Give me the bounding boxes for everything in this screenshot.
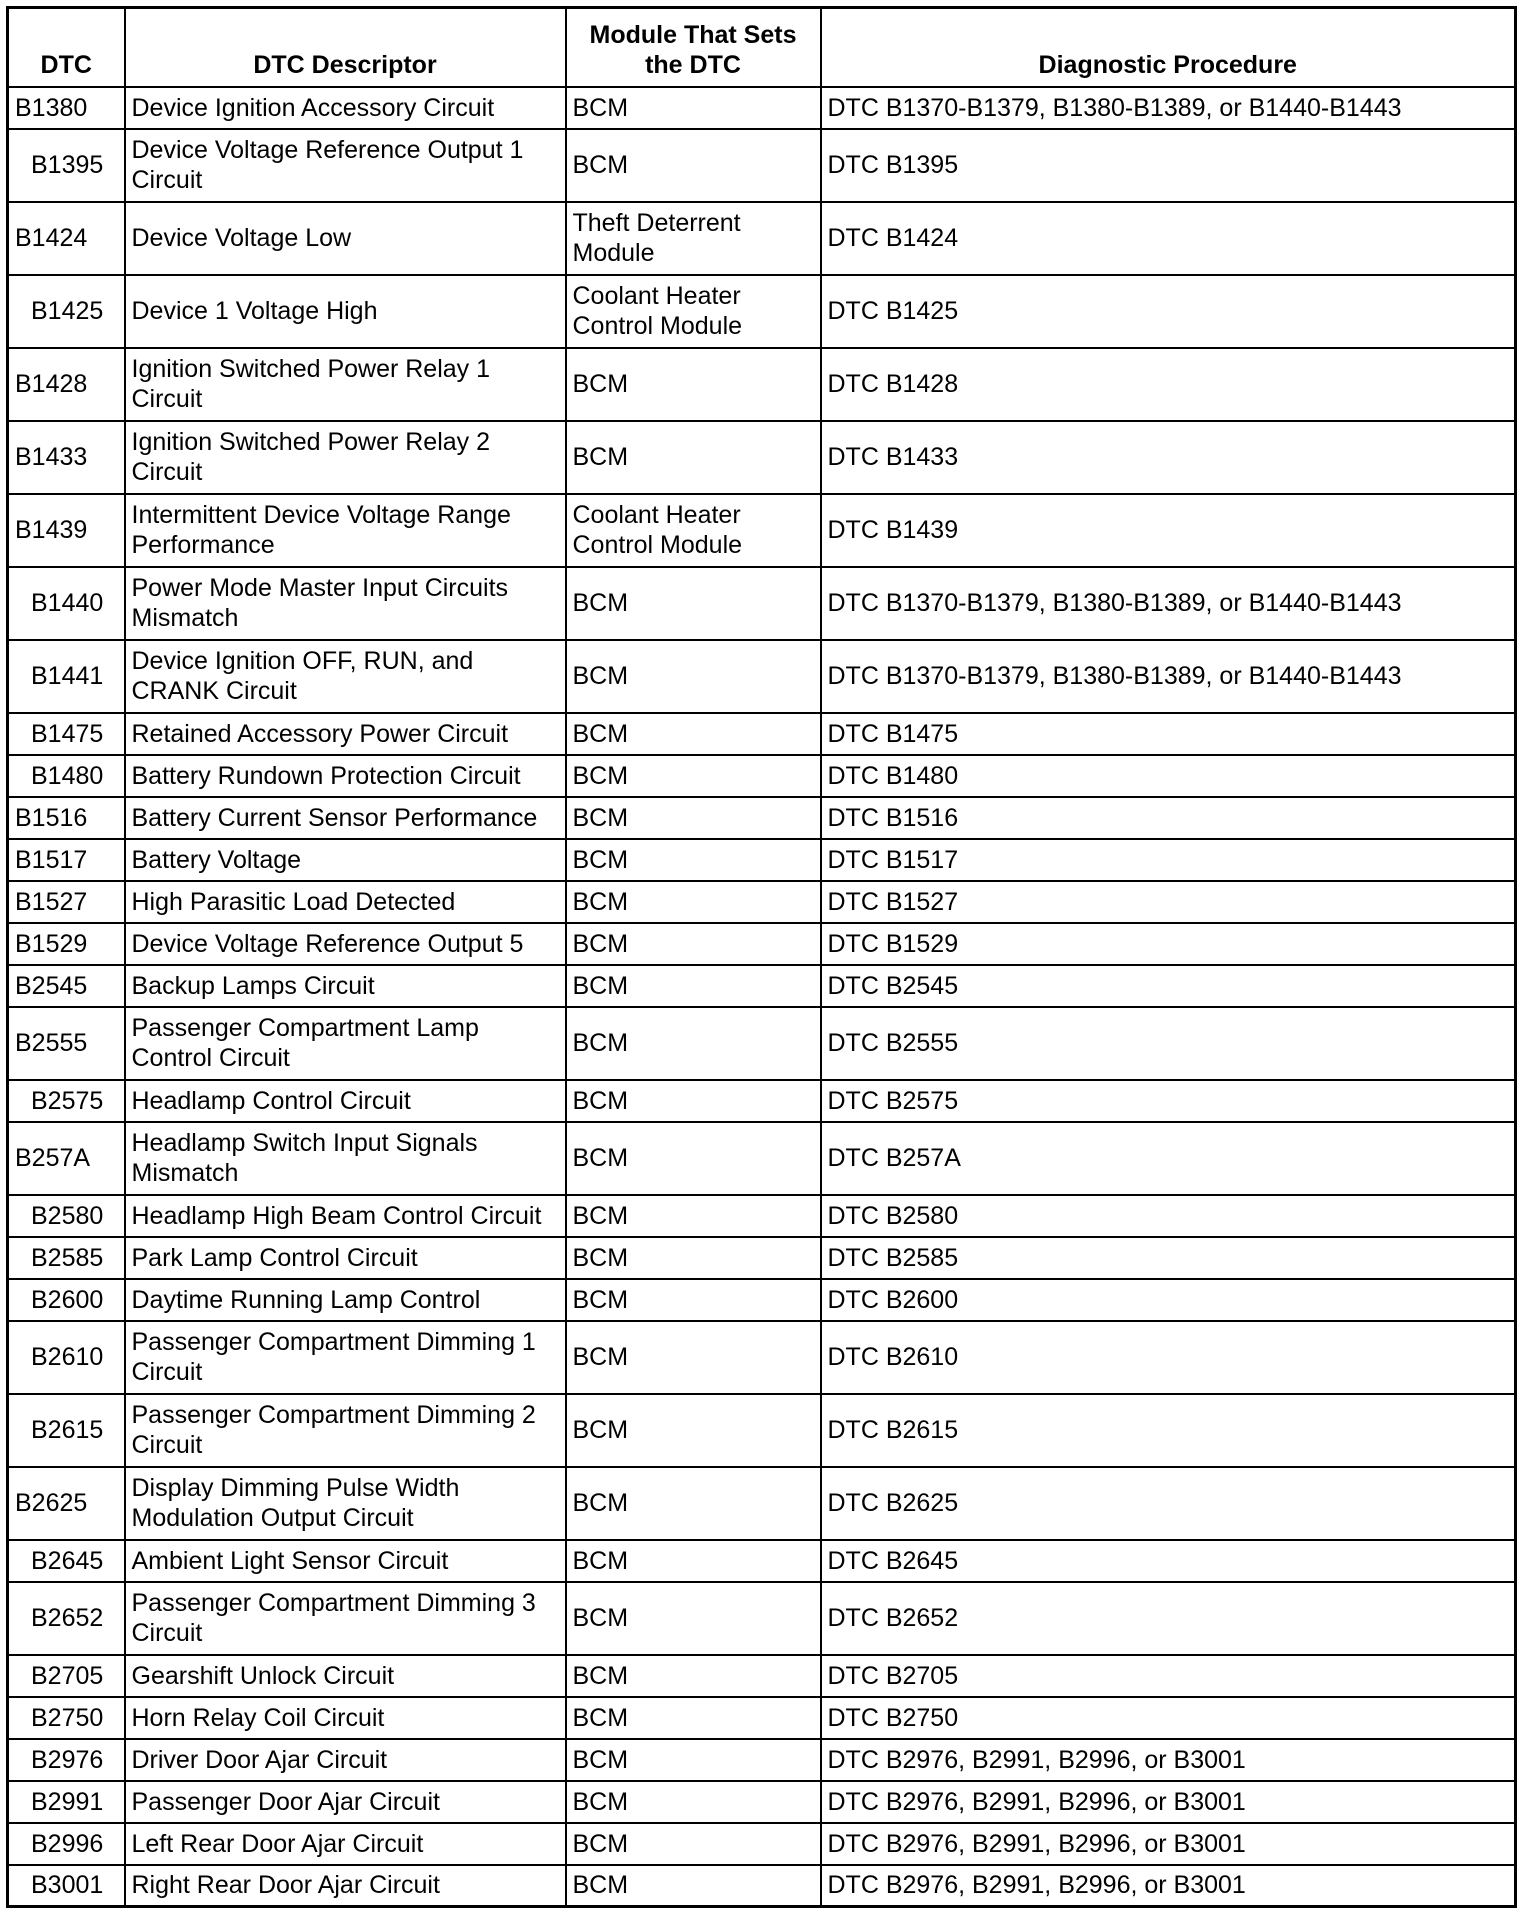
diagnostic-procedure-cell: DTC B2652 [821, 1582, 1516, 1655]
table-row [8, 1321, 1516, 1394]
module-cell: BCM [566, 567, 821, 640]
dtc-descriptor-cell: Gearshift Unlock Circuit [125, 1655, 566, 1697]
table-row [8, 275, 1516, 348]
module-cell: BCM [566, 348, 821, 421]
table-row [8, 1007, 1516, 1080]
dtc-code-cell: B1395 [8, 129, 125, 202]
diagnostic-procedure-cell: DTC B257A [821, 1122, 1516, 1195]
dtc-code-cell: B1480 [8, 755, 125, 797]
diagnostic-procedure-cell: DTC B1370-B1379, B1380-B1389, or B1440-B1443 [821, 87, 1516, 129]
table-row [8, 1655, 1516, 1697]
dtc-descriptor-cell: Right Rear Door Ajar Circuit [125, 1865, 566, 1907]
dtc-descriptor-cell: Passenger Compartment Dimming 1 Circuit [125, 1321, 566, 1394]
module-cell: BCM [566, 1540, 821, 1582]
table-row [8, 1394, 1516, 1467]
diagnostic-procedure-cell: DTC B2585 [821, 1237, 1516, 1279]
dtc-code-cell: B257A [8, 1122, 125, 1195]
dtc-code-cell: B1428 [8, 348, 125, 421]
diagnostic-procedure-cell: DTC B1370-B1379, B1380-B1389, or B1440-B1443 [821, 640, 1516, 713]
table-row [8, 797, 1516, 839]
dtc-code-cell: B1527 [8, 881, 125, 923]
table-header [8, 8, 1516, 87]
diagnostic-procedure-cell: DTC B2976, B2991, B2996, or B3001 [821, 1823, 1516, 1865]
dtc-descriptor-cell: Daytime Running Lamp Control [125, 1279, 566, 1321]
dtc-descriptor-cell: Driver Door Ajar Circuit [125, 1739, 566, 1781]
module-cell: BCM [566, 1467, 821, 1540]
module-cell: BCM [566, 87, 821, 129]
module-cell: BCM [566, 1321, 821, 1394]
dtc-descriptor-cell: Battery Current Sensor Performance [125, 797, 566, 839]
dtc-code-cell: B1440 [8, 567, 125, 640]
diagnostic-procedure-cell: DTC B1428 [821, 348, 1516, 421]
dtc-descriptor-cell: Backup Lamps Circuit [125, 965, 566, 1007]
header-dtc: DTC [8, 8, 125, 87]
dtc-descriptor-cell: Headlamp High Beam Control Circuit [125, 1195, 566, 1237]
module-cell: Coolant Heater Control Module [566, 494, 821, 567]
diagnostic-procedure-cell: DTC B2600 [821, 1279, 1516, 1321]
dtc-descriptor-cell: Passenger Compartment Dimming 3 Circuit [125, 1582, 566, 1655]
dtc-descriptor-cell: Passenger Compartment Lamp Control Circuit [125, 1007, 566, 1080]
dtc-descriptor-cell: Device Voltage Reference Output 1 Circuit [125, 129, 566, 202]
table-row [8, 755, 1516, 797]
dtc-code-cell: B2575 [8, 1080, 125, 1122]
dtc-descriptor-cell: Device Voltage Reference Output 5 [125, 923, 566, 965]
diagnostic-procedure-cell: DTC B2545 [821, 965, 1516, 1007]
diagnostic-procedure-cell: DTC B2555 [821, 1007, 1516, 1080]
module-cell: BCM [566, 755, 821, 797]
dtc-descriptor-cell: Passenger Compartment Dimming 2 Circuit [125, 1394, 566, 1467]
dtc-descriptor-cell: Ambient Light Sensor Circuit [125, 1540, 566, 1582]
table-row [8, 713, 1516, 755]
diagnostic-procedure-cell: DTC B1425 [821, 275, 1516, 348]
dtc-descriptor-cell: Headlamp Switch Input Signals Mismatch [125, 1122, 566, 1195]
diagnostic-procedure-cell: DTC B2750 [821, 1697, 1516, 1739]
module-cell: BCM [566, 1279, 821, 1321]
dtc-table-page [6, 6, 1514, 1898]
diagnostic-procedure-cell: DTC B2976, B2991, B2996, or B3001 [821, 1739, 1516, 1781]
table-row [8, 1697, 1516, 1739]
table-row [8, 87, 1516, 129]
diagnostic-procedure-cell: DTC B1370-B1379, B1380-B1389, or B1440-B1443 [821, 567, 1516, 640]
module-cell: BCM [566, 839, 821, 881]
table-row [8, 567, 1516, 640]
module-cell: Theft Deterrent Module [566, 202, 821, 275]
diagnostic-procedure-cell: DTC B2976, B2991, B2996, or B3001 [821, 1781, 1516, 1823]
diagnostic-procedure-cell: DTC B1480 [821, 755, 1516, 797]
module-cell: BCM [566, 713, 821, 755]
header-module: Module That Sets the DTC [566, 8, 821, 87]
diagnostic-procedure-cell: DTC B1433 [821, 421, 1516, 494]
module-cell: Coolant Heater Control Module [566, 275, 821, 348]
dtc-descriptor-cell: Horn Relay Coil Circuit [125, 1697, 566, 1739]
diagnostic-procedure-cell: DTC B1475 [821, 713, 1516, 755]
dtc-code-cell: B2645 [8, 1540, 125, 1582]
dtc-code-cell: B1424 [8, 202, 125, 275]
table-row [8, 1739, 1516, 1781]
table-row [8, 1781, 1516, 1823]
dtc-code-cell: B2976 [8, 1739, 125, 1781]
table-row [8, 129, 1516, 202]
dtc-descriptor-cell: Passenger Door Ajar Circuit [125, 1781, 566, 1823]
diagnostic-procedure-cell: DTC B1516 [821, 797, 1516, 839]
dtc-code-cell: B1529 [8, 923, 125, 965]
dtc-descriptor-cell: Headlamp Control Circuit [125, 1080, 566, 1122]
table-row [8, 965, 1516, 1007]
diagnostic-procedure-cell: DTC B1527 [821, 881, 1516, 923]
module-cell: BCM [566, 1697, 821, 1739]
module-cell: BCM [566, 797, 821, 839]
diagnostic-procedure-cell: DTC B2610 [821, 1321, 1516, 1394]
module-cell: BCM [566, 1739, 821, 1781]
dtc-code-cell: B2555 [8, 1007, 125, 1080]
diagnostic-procedure-cell: DTC B2575 [821, 1080, 1516, 1122]
diagnostic-procedure-cell: DTC B1529 [821, 923, 1516, 965]
dtc-code-cell: B1380 [8, 87, 125, 129]
dtc-descriptor-cell: Device 1 Voltage High [125, 275, 566, 348]
table-row [8, 1467, 1516, 1540]
dtc-code-cell: B3001 [8, 1865, 125, 1907]
dtc-code-cell: B2545 [8, 965, 125, 1007]
diagnostic-procedure-cell: DTC B1439 [821, 494, 1516, 567]
module-cell: BCM [566, 1655, 821, 1697]
dtc-descriptor-cell: Ignition Switched Power Relay 2 Circuit [125, 421, 566, 494]
dtc-descriptor-cell: Ignition Switched Power Relay 1 Circuit [125, 348, 566, 421]
dtc-table [6, 6, 1517, 1908]
dtc-code-cell: B1425 [8, 275, 125, 348]
table-row [8, 1540, 1516, 1582]
diagnostic-procedure-cell: DTC B1395 [821, 129, 1516, 202]
diagnostic-procedure-cell: DTC B2625 [821, 1467, 1516, 1540]
diagnostic-procedure-cell: DTC B1517 [821, 839, 1516, 881]
dtc-descriptor-cell: Retained Accessory Power Circuit [125, 713, 566, 755]
module-cell: BCM [566, 1582, 821, 1655]
dtc-code-cell: B2625 [8, 1467, 125, 1540]
module-cell: BCM [566, 421, 821, 494]
table-row [8, 202, 1516, 275]
dtc-code-cell: B2610 [8, 1321, 125, 1394]
dtc-code-cell: B1517 [8, 839, 125, 881]
dtc-code-cell: B2991 [8, 1781, 125, 1823]
dtc-descriptor-cell: Left Rear Door Ajar Circuit [125, 1823, 566, 1865]
module-cell: BCM [566, 1865, 821, 1907]
dtc-code-cell: B2705 [8, 1655, 125, 1697]
dtc-descriptor-cell: Intermittent Device Voltage Range Performance [125, 494, 566, 567]
header-descriptor: DTC Descriptor [125, 8, 566, 87]
dtc-descriptor-cell: Display Dimming Pulse Width Modulation Output Circuit [125, 1467, 566, 1540]
dtc-code-cell: B2580 [8, 1195, 125, 1237]
diagnostic-procedure-cell: DTC B1424 [821, 202, 1516, 275]
module-cell: BCM [566, 881, 821, 923]
module-cell: BCM [566, 1823, 821, 1865]
module-cell: BCM [566, 965, 821, 1007]
dtc-code-cell: B1439 [8, 494, 125, 567]
table-body [8, 87, 1516, 1907]
diagnostic-procedure-cell: DTC B2580 [821, 1195, 1516, 1237]
module-cell: BCM [566, 1080, 821, 1122]
table-row [8, 1195, 1516, 1237]
module-cell: BCM [566, 1781, 821, 1823]
module-cell: BCM [566, 923, 821, 965]
table-row [8, 1823, 1516, 1865]
dtc-descriptor-cell: Device Voltage Low [125, 202, 566, 275]
dtc-code-cell: B1516 [8, 797, 125, 839]
diagnostic-procedure-cell: DTC B2645 [821, 1540, 1516, 1582]
diagnostic-procedure-cell: DTC B2615 [821, 1394, 1516, 1467]
dtc-code-cell: B2585 [8, 1237, 125, 1279]
module-cell: BCM [566, 640, 821, 713]
dtc-code-cell: B1433 [8, 421, 125, 494]
diagnostic-procedure-cell: DTC B2976, B2991, B2996, or B3001 [821, 1865, 1516, 1907]
header-row [8, 8, 1516, 87]
dtc-code-cell: B2652 [8, 1582, 125, 1655]
dtc-code-cell: B1475 [8, 713, 125, 755]
dtc-code-cell: B1441 [8, 640, 125, 713]
table-row [8, 1122, 1516, 1195]
table-row [8, 923, 1516, 965]
module-cell: BCM [566, 1007, 821, 1080]
table-row [8, 1865, 1516, 1907]
dtc-descriptor-cell: Device Ignition OFF, RUN, and CRANK Circuit [125, 640, 566, 713]
table-row [8, 839, 1516, 881]
module-cell: BCM [566, 129, 821, 202]
dtc-descriptor-cell: Power Mode Master Input Circuits Mismatch [125, 567, 566, 640]
table-row [8, 881, 1516, 923]
dtc-descriptor-cell: Battery Voltage [125, 839, 566, 881]
dtc-descriptor-cell: Park Lamp Control Circuit [125, 1237, 566, 1279]
table-row [8, 421, 1516, 494]
table-row [8, 1279, 1516, 1321]
dtc-descriptor-cell: Device Ignition Accessory Circuit [125, 87, 566, 129]
table-row [8, 348, 1516, 421]
dtc-code-cell: B2615 [8, 1394, 125, 1467]
table-row [8, 640, 1516, 713]
module-cell: BCM [566, 1122, 821, 1195]
header-procedure: Diagnostic Procedure [821, 8, 1516, 87]
dtc-code-cell: B2750 [8, 1697, 125, 1739]
module-cell: BCM [566, 1394, 821, 1467]
dtc-code-cell: B2600 [8, 1279, 125, 1321]
dtc-descriptor-cell: High Parasitic Load Detected [125, 881, 566, 923]
diagnostic-procedure-cell: DTC B2705 [821, 1655, 1516, 1697]
table-row [8, 1080, 1516, 1122]
table-row [8, 1237, 1516, 1279]
module-cell: BCM [566, 1237, 821, 1279]
dtc-code-cell: B2996 [8, 1823, 125, 1865]
table-row [8, 1582, 1516, 1655]
table-row [8, 494, 1516, 567]
dtc-descriptor-cell: Battery Rundown Protection Circuit [125, 755, 566, 797]
module-cell: BCM [566, 1195, 821, 1237]
